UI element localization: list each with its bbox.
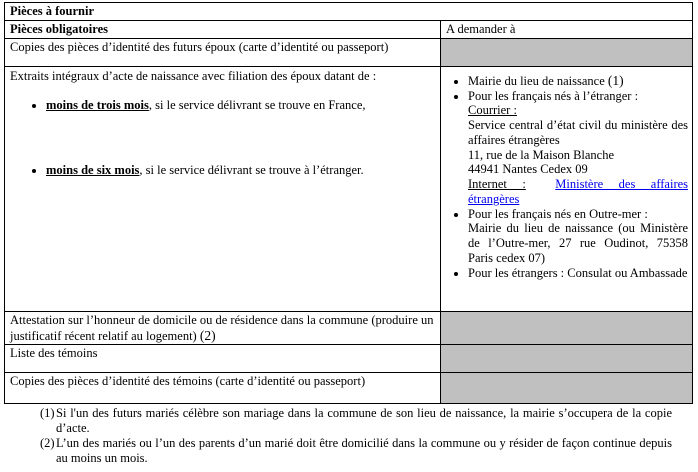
footnote-1-number: (1) [40, 406, 55, 421]
validity-three-months: moins de trois mois [46, 97, 149, 112]
internet-label: Internet : [468, 177, 526, 192]
row-witness-id-text: Copies des pièces d’identité des témoins (carte d’identité ou passeport) [10, 374, 366, 389]
ask-born-overseas-detail: Mairie du lieu de naissance (ou Ministère de l’Outre-mer, 27 rue Oudinot, 75358 Paris cedex 07) [468, 221, 689, 265]
required-documents-table [4, 2, 693, 404]
row-birth-certificates [5, 66, 441, 311]
footnotes [40, 406, 672, 465]
list-item [468, 73, 688, 89]
document [4, 2, 692, 465]
row-residence-note-ref: (2) [199, 327, 216, 343]
validity-six-months: moins de six mois [46, 163, 140, 178]
ask-note-ref-1: (1) [607, 72, 624, 88]
list-item [46, 163, 436, 178]
row-witness-id [5, 373, 441, 404]
validity-three-months-rest: , si le service délivrant se trouve en France, [148, 97, 366, 112]
row-witness-list [5, 345, 441, 373]
ask-born-abroad: Pour les français nés à l’étranger : [468, 88, 639, 103]
birth-certificate-validity-list-2 [10, 163, 436, 178]
list-item [468, 89, 688, 207]
birth-certificate-validity-list [10, 98, 436, 113]
row-residence-certificate-text: Attestation sur l’honneur de domicile ou de résidence dans la commune (produire un justificatif récent relatif au logement) [10, 312, 434, 343]
row-spouses-id-ask [441, 38, 693, 66]
ask-birthplace-town-hall: Mairie du lieu de naissance [468, 73, 605, 88]
courier-line-2: 11, rue de la Maison Blanche [468, 147, 615, 162]
footnote-1 [40, 406, 672, 436]
column-header-ask: A demander à [441, 21, 693, 39]
list-item [468, 207, 688, 266]
footnote-1-text: Si l'un des futurs mariés célèbre son mariage dans la commune de son lieu de naissance, la mairie s’occupera de la copie d’acte. [56, 406, 672, 436]
row-witness-id-ask [441, 373, 693, 404]
row-witness-list-ask [441, 345, 693, 373]
row-witness-list-text: Liste des témoins [10, 346, 98, 361]
row-spouses-id-text: Copies des pièces d’identité des futurs époux (carte d’identité ou passeport) [10, 39, 389, 54]
list-item [468, 266, 688, 281]
footnote-2 [40, 436, 672, 466]
courier-line-1: Service central d’état civil du ministère des affaires étrangères [468, 118, 689, 147]
courier-line-3: 44941 Nantes Cedex 09 [468, 162, 588, 177]
ask-born-overseas: Pour les français nés en Outre-mer : [468, 206, 648, 221]
ask-foreigners: Pour les étrangers : Consulat ou Ambassade [468, 265, 688, 280]
column-header-required: Pièces obligatoires [5, 21, 441, 39]
foreign-affairs-link[interactable]: Ministère des affaires étrangères [468, 177, 689, 206]
row-spouses-id [5, 38, 441, 66]
birth-certificates-intro: Extraits intégraux d’acte de naissance avec filiation des époux datant de : [10, 68, 377, 83]
courier-label: Courrier : [468, 103, 517, 118]
ask-list [446, 73, 688, 281]
table-title: Pièces à fournir [5, 3, 693, 21]
validity-six-months-rest: , si le service délivrant se trouve à l’étranger. [139, 163, 364, 178]
footnote-2-number: (2) [40, 435, 55, 450]
row-birth-certificates-ask [441, 66, 693, 311]
list-item [46, 98, 436, 113]
row-residence-certificate [5, 311, 441, 345]
row-residence-ask [441, 311, 693, 345]
footnote-2-text: L’un des mariés ou l’un des parents d’un marié doit être domicilié dans la commune ou y résider de façon continue depuis au moins un mois. [56, 435, 672, 465]
